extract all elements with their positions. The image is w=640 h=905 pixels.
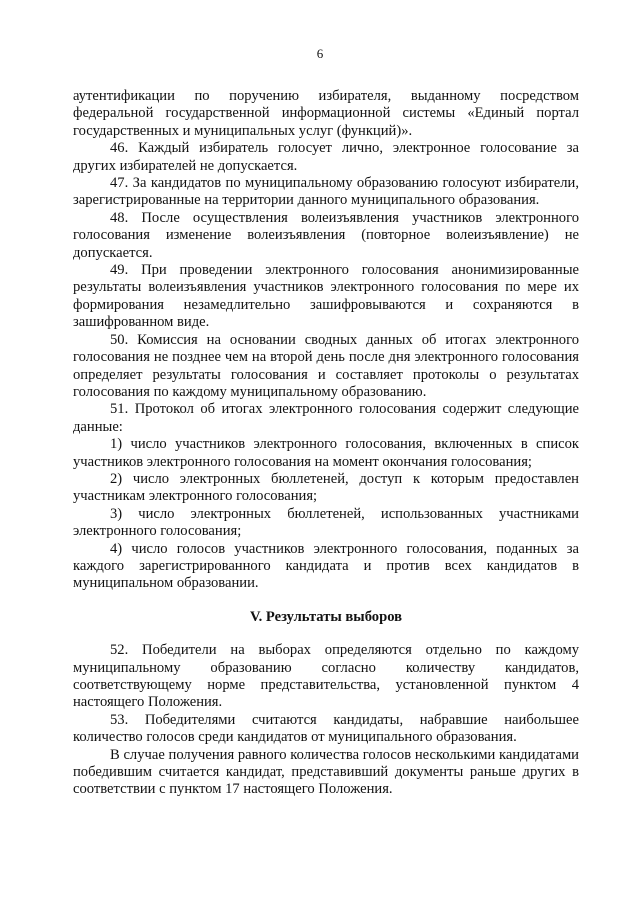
paragraph-47: 47. За кандидатов по муниципальному образованию голосуют избиратели, зарегистрированные на территории данного муниципального образования. (73, 175, 579, 209)
paragraph-51: 51. Протокол об итогах электронного голосования содержит следующие данные: (73, 401, 579, 435)
paragraph-46: 46. Каждый избиратель голосует лично, электронное голосование за других избирателей не допускается. (73, 140, 579, 174)
paragraph-52: 52. Победители на выборах определяются отдельно по каждому муниципальному образованию согласно количеству кандидатов, соответствующему норме представительства, установленной пунктом 4 настоящего Положения. (73, 642, 579, 711)
list-item-2: 2) число электронных бюллетеней, доступ к которым предоставлен участникам электронного голосования; (73, 470, 579, 505)
paragraph-48: 48. После осуществления волеизъявления участников электронного голосования изменение волеизъявления (повторное волеизъявление) не допускается. (73, 209, 579, 261)
section-heading: V. Результаты выборов (249, 608, 403, 625)
list-item-3: 3) число электронных бюллетеней, использованных участниками электронного голосования; (73, 505, 579, 540)
paragraph-49: 49. При проведении электронного голосования анонимизированные результаты волеизъявления участников электронного голосования по мере их формирования незамедлительно зашифровываются и сохраняются в зашифрованном виде. (73, 262, 579, 331)
paragraph-tie-rule: В случае получения равного количества голосов несколькими кандидатами победившим считается кандидат, представивший документы раньше других в соответствии с пунктом 17 настоящего Положения. (73, 746, 579, 798)
list-item-4: 4) число голосов участников электронного голосования, поданных за каждого зарегистрированного кандидата и против всех кандидатов в муниципальном образовании. (73, 540, 579, 592)
page-number: 6 (316, 46, 324, 61)
document-body (73, 88, 579, 799)
paragraph-auth-continuation: аутентификации по поручению избирателя, выданному посредством федеральной государственной информационной системы «Единый портал государственных и муниципальных услуг (функций)». (73, 88, 579, 139)
paragraph-50: 50. Комиссия на основании сводных данных об итогах электронного голосования не позднее чем на второй день после дня электронного голосования определяет результаты голосования и составляет протоколы о результатах голосования по каждому муниципальному образованию. (73, 331, 579, 400)
list-item-1: 1) число участников электронного голосования, включенных в список участников электронного голосования на момент окончания голосования; (73, 436, 579, 470)
paragraph-53: 53. Победителями считаются кандидаты, набравшие наибольшее количество голосов среди кандидатов от муниципального образования. (73, 711, 579, 746)
